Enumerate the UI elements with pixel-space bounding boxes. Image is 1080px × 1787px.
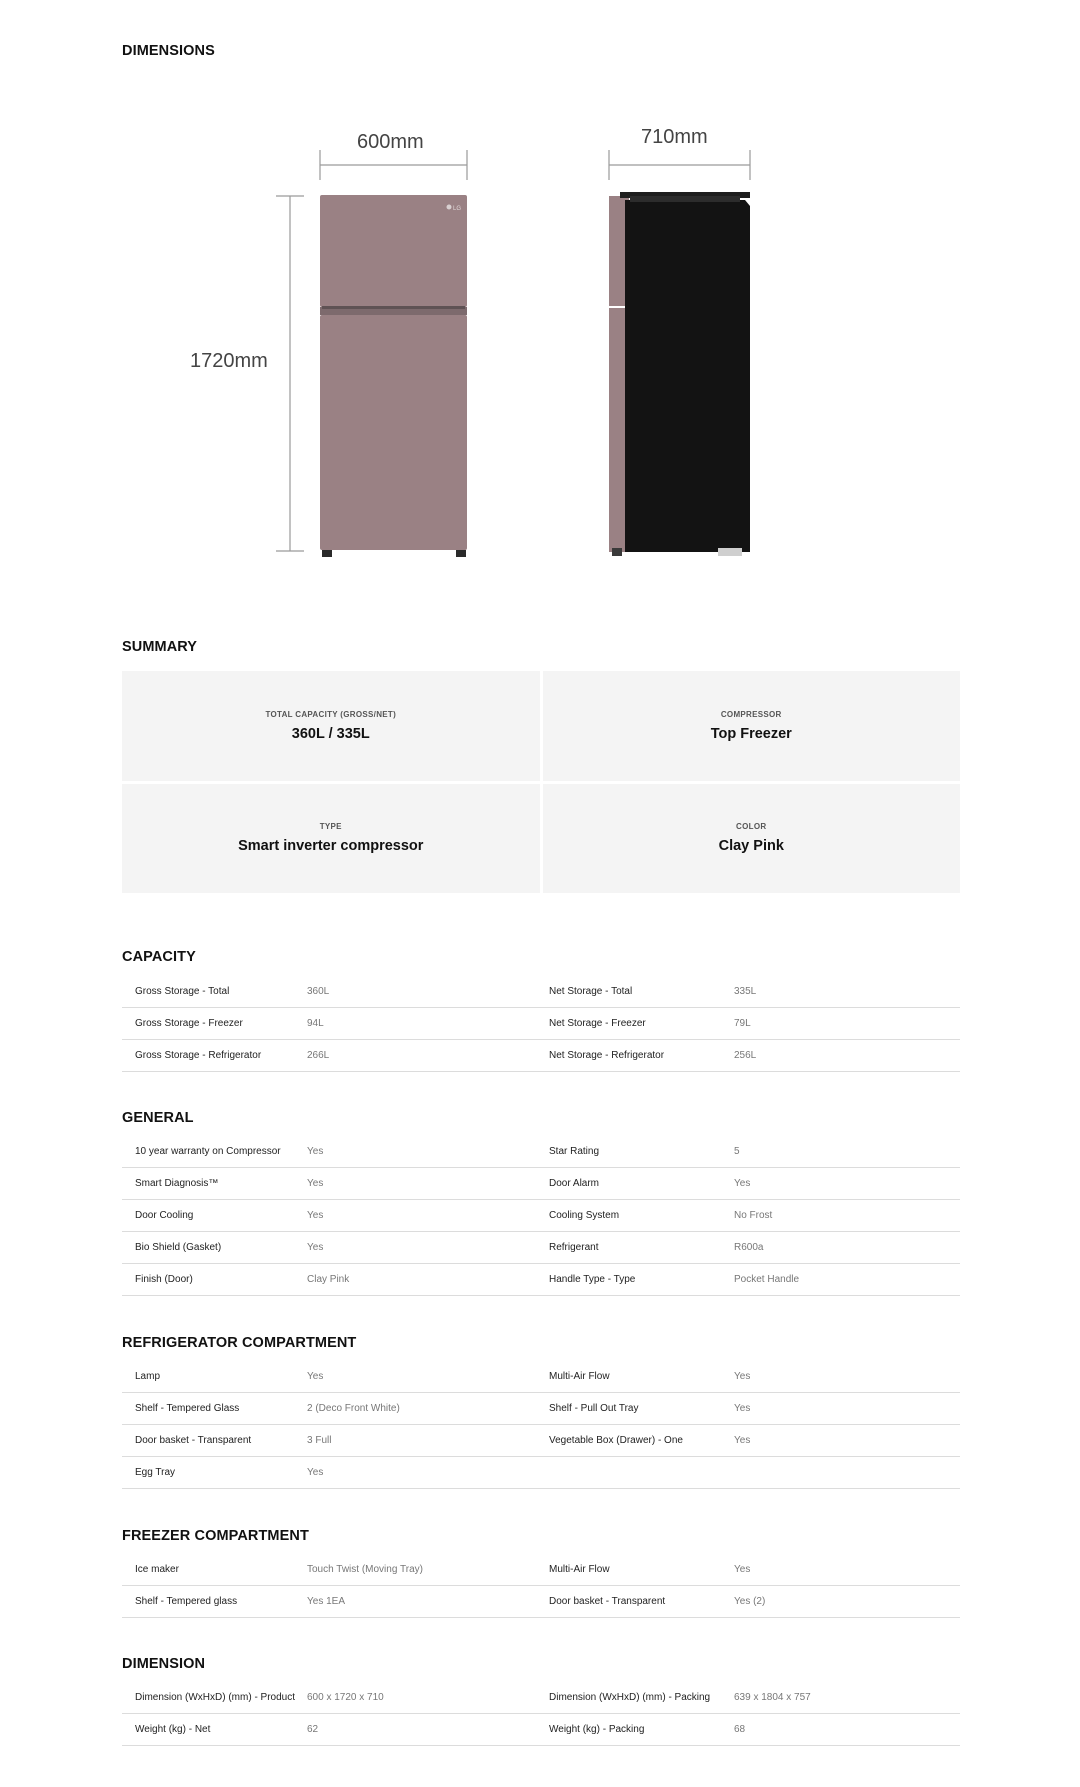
spec-key: Shelf - Pull Out Tray xyxy=(549,1403,639,1414)
spec-key: Egg Tray xyxy=(135,1467,176,1478)
dimension-table xyxy=(122,1682,960,1746)
summary-value: Clay Pink xyxy=(718,838,784,855)
table-row xyxy=(122,1200,960,1232)
spec-key: Smart Diagnosis™ xyxy=(135,1178,219,1189)
depth-dimension-line xyxy=(609,150,750,180)
summary-total-capacity xyxy=(122,671,540,781)
depth-label: 710mm xyxy=(641,126,708,148)
spec-value: Yes xyxy=(307,1467,324,1478)
spec-value: 79L xyxy=(734,1018,751,1029)
table-row xyxy=(122,1554,960,1586)
capacity-heading: CAPACITY xyxy=(122,949,196,965)
table-row xyxy=(122,1232,960,1264)
height-dimension-line xyxy=(276,196,304,551)
summary-compressor xyxy=(543,671,961,781)
spec-key: 10 year warranty on Compressor xyxy=(135,1146,281,1157)
spec-value: 2 (Deco Front White) xyxy=(307,1403,400,1414)
table-row xyxy=(122,1425,960,1457)
spec-value: Yes xyxy=(307,1371,324,1382)
spec-value: Yes xyxy=(734,1403,751,1414)
summary-value: 360L / 335L xyxy=(291,725,370,742)
width-label: 600mm xyxy=(357,131,424,153)
refrigerator-table xyxy=(122,1361,960,1489)
refrigerator-heading: REFRIGERATOR COMPARTMENT xyxy=(122,1335,357,1351)
spec-value: 3 Full xyxy=(307,1435,332,1446)
spec-key: Door Cooling xyxy=(135,1210,194,1221)
spec-value: Yes xyxy=(734,1435,751,1446)
capacity-table xyxy=(122,976,960,1072)
width-dimension-line xyxy=(320,150,467,180)
spec-key: Dimension (WxHxD) (mm) - Packing xyxy=(549,1692,711,1703)
spec-value: Pocket Handle xyxy=(734,1274,800,1285)
spec-key: Star Rating xyxy=(549,1146,600,1157)
spec-value: 5 xyxy=(734,1146,740,1157)
table-row xyxy=(122,976,960,1008)
spec-key: Net Storage - Total xyxy=(549,986,633,997)
spec-key: Weight (kg) - Net xyxy=(135,1724,211,1735)
table-row xyxy=(122,1714,960,1746)
spec-value: Yes xyxy=(307,1242,324,1253)
spec-key: Gross Storage - Refrigerator xyxy=(135,1050,262,1061)
summary-grid xyxy=(122,671,960,893)
table-row xyxy=(122,1393,960,1425)
spec-value: R600a xyxy=(734,1242,764,1253)
table-row xyxy=(122,1586,960,1618)
spec-key: Shelf - Tempered glass xyxy=(135,1596,238,1607)
spec-key: Net Storage - Freezer xyxy=(549,1018,646,1029)
summary-label: TOTAL CAPACITY (GROSS/NET) xyxy=(265,709,397,719)
fridge-front-view xyxy=(320,195,467,557)
spec-key: Dimension (WxHxD) (mm) - Product xyxy=(135,1692,296,1703)
spec-key: Handle Type - Type xyxy=(549,1274,636,1285)
spec-value: Yes xyxy=(307,1210,324,1221)
spec-value: Yes xyxy=(734,1371,751,1382)
spec-key: Cooling System xyxy=(549,1210,620,1221)
spec-key: Gross Storage - Freezer xyxy=(135,1018,243,1029)
brand-logo: LG xyxy=(453,206,462,212)
spec-key: Refrigerant xyxy=(549,1242,599,1253)
spec-value: 68 xyxy=(734,1724,746,1735)
summary-heading: SUMMARY xyxy=(122,639,198,655)
summary-value: Smart inverter compressor xyxy=(238,838,424,855)
spec-value: Yes xyxy=(307,1146,324,1157)
summary-label: COLOR xyxy=(736,822,767,832)
spec-value: Yes 1EA xyxy=(307,1596,345,1607)
spec-value: No Frost xyxy=(734,1210,773,1221)
spec-value: 266L xyxy=(307,1050,330,1061)
spec-key: Lamp xyxy=(135,1371,161,1382)
spec-value: 360L xyxy=(307,986,330,997)
spec-value: 256L xyxy=(734,1050,757,1061)
summary-value: Top Freezer xyxy=(710,725,792,742)
spec-value: Clay Pink xyxy=(307,1274,350,1285)
summary-color xyxy=(543,784,961,894)
summary-label: TYPE xyxy=(319,822,342,832)
summary-type xyxy=(122,784,540,894)
spec-key: Gross Storage - Total xyxy=(135,986,230,997)
height-label: 1720mm xyxy=(190,350,268,372)
table-row xyxy=(122,1264,960,1296)
general-heading: GENERAL xyxy=(122,1110,194,1126)
spec-key: Weight (kg) - Packing xyxy=(549,1724,645,1735)
spec-key: Net Storage - Refrigerator xyxy=(549,1050,665,1061)
spec-key: Vegetable Box (Drawer) - One xyxy=(549,1435,683,1446)
spec-value: Yes xyxy=(734,1178,751,1189)
spec-key: Door basket - Transparent xyxy=(549,1596,666,1607)
spec-key: Door Alarm xyxy=(549,1178,600,1189)
table-row xyxy=(122,1040,960,1072)
spec-value: 335L xyxy=(734,986,757,997)
freezer-table xyxy=(122,1554,960,1618)
spec-value: Touch Twist (Moving Tray) xyxy=(307,1564,423,1575)
spec-value: 600 x 1720 x 710 xyxy=(307,1692,384,1703)
spec-key: Ice maker xyxy=(135,1564,179,1575)
dimensions-heading: DIMENSIONS xyxy=(122,43,215,59)
spec-key: Bio Shield (Gasket) xyxy=(135,1242,222,1253)
spec-key: Shelf - Tempered Glass xyxy=(135,1403,240,1414)
spec-value: Yes xyxy=(734,1564,751,1575)
spec-value: Yes xyxy=(307,1178,324,1189)
table-row xyxy=(122,1168,960,1200)
spec-key: Multi-Air Flow xyxy=(549,1564,610,1575)
spec-key: Multi-Air Flow xyxy=(549,1371,610,1382)
freezer-heading: FREEZER COMPARTMENT xyxy=(122,1528,309,1544)
spec-value: 639 x 1804 x 757 xyxy=(734,1692,811,1703)
general-table xyxy=(122,1136,960,1296)
table-row xyxy=(122,1136,960,1168)
table-row xyxy=(122,1457,960,1489)
spec-value: 94L xyxy=(307,1018,324,1029)
fridge-dimension-drawing xyxy=(0,0,1080,600)
spec-value: 62 xyxy=(307,1724,319,1735)
spec-key: Finish (Door) xyxy=(135,1274,193,1285)
spec-value: Yes (2) xyxy=(734,1596,766,1607)
table-row xyxy=(122,1008,960,1040)
table-row xyxy=(122,1682,960,1714)
spec-key: Door basket - Transparent xyxy=(135,1435,252,1446)
summary-label: COMPRESSOR xyxy=(720,709,782,719)
dimension-heading: DIMENSION xyxy=(122,1656,206,1672)
table-row xyxy=(122,1361,960,1393)
fridge-side-view xyxy=(609,192,750,556)
